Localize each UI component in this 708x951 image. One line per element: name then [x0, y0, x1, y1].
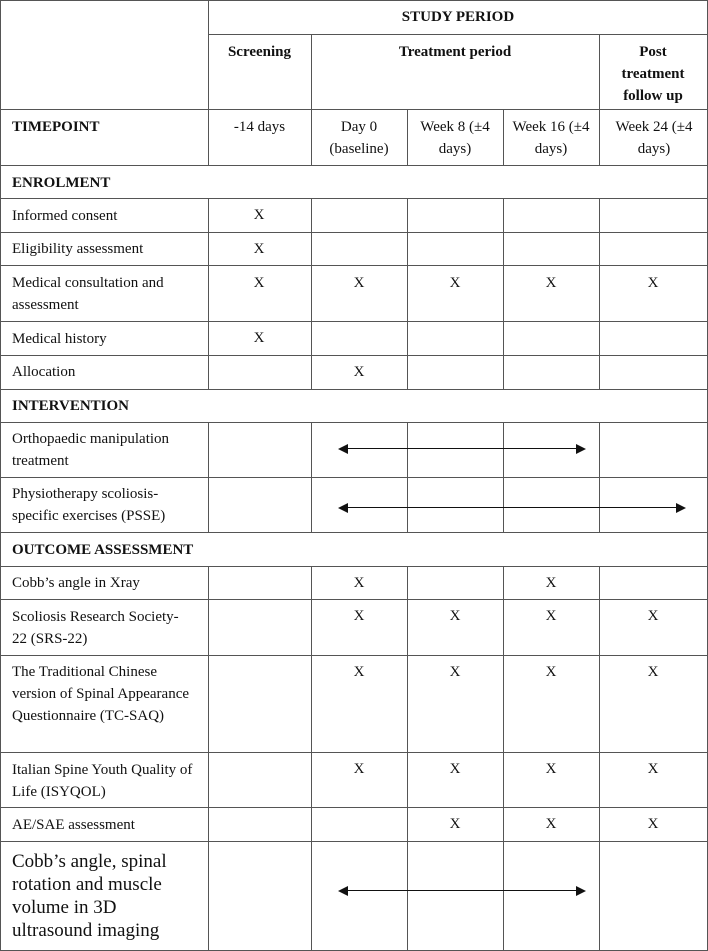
x-mark: X: [253, 241, 265, 257]
row-eligibility-assessment: Eligibility assessment: [12, 241, 144, 257]
grid-line: [0, 599, 708, 600]
duration-arrow-psse: [338, 502, 686, 514]
x-mark: X: [545, 816, 557, 832]
x-mark: X: [353, 275, 365, 291]
timepoint-week24: Week 24 (±4 days): [615, 119, 693, 157]
timepoint-day0: Day 0 (baseline): [329, 119, 389, 157]
x-mark: X: [449, 275, 461, 291]
section-outcome-assessment: OUTCOME ASSESSMENT: [12, 542, 194, 558]
grid-line: [0, 477, 708, 478]
arrow-head-right: [576, 886, 586, 896]
duration-arrow-3d-ultrasound: [338, 885, 586, 897]
x-mark: X: [253, 207, 265, 223]
x-mark: X: [647, 816, 659, 832]
timepoint-week8: Week 8 (±4 days): [420, 119, 490, 157]
row-informed-consent: Informed consent: [12, 208, 118, 224]
x-mark: X: [449, 761, 461, 777]
section-intervention: INTERVENTION: [12, 398, 129, 414]
row-isyqol: Italian Spine Youth Quality of Life (ISYQOL): [12, 762, 193, 800]
x-mark: X: [353, 364, 365, 380]
row-3d-ultrasound: Cobb’s angle, spinal rotation and muscle volume in 3D ultrasound imaging: [12, 851, 167, 941]
timepoint-week16: Week 16 (±4 days): [512, 119, 590, 157]
grid-line: [0, 321, 708, 322]
section-enrolment: ENROLMENT: [12, 175, 111, 191]
row-orthopaedic-manipulation: Orthopaedic manipulation treatment: [12, 431, 170, 469]
arrow-shaft: [344, 890, 580, 891]
grid-line: [0, 355, 708, 356]
grid-line: [0, 566, 708, 567]
row-cobb-xray: Cobb’s angle in Xray: [12, 575, 140, 591]
arrow-shaft: [344, 507, 680, 508]
x-mark: X: [545, 575, 557, 591]
x-mark: X: [647, 664, 659, 680]
x-mark: X: [647, 275, 659, 291]
grid-line: [0, 265, 708, 266]
x-mark: X: [253, 275, 265, 291]
row-allocation: Allocation: [12, 364, 76, 380]
grid-line: [0, 752, 708, 753]
grid-line: [0, 165, 708, 166]
x-mark: X: [545, 761, 557, 777]
row-ae-sae: AE/SAE assessment: [12, 817, 135, 833]
x-mark: X: [545, 275, 557, 291]
grid-line: [208, 34, 708, 35]
grid-line: [0, 532, 708, 533]
grid-line: [0, 232, 708, 233]
post-treatment-header: Post treatment follow up: [621, 44, 685, 104]
grid-line: [208, 566, 209, 951]
row-medical-consultation: Medical consultation and assessment: [12, 275, 164, 313]
treatment-period-header: Treatment period: [398, 44, 512, 60]
timepoint-label: TIMEPOINT: [12, 119, 100, 135]
grid-line: [599, 566, 600, 951]
grid-line: [0, 655, 708, 656]
grid-line: [0, 198, 708, 199]
grid-line: [407, 109, 408, 165]
grid-line: [0, 0, 1, 951]
grid-line: [311, 198, 312, 389]
row-physiotherapy-psse: Physiotherapy scoliosis-specific exercises (PSSE): [12, 486, 166, 524]
grid-line: [0, 0, 708, 1]
x-mark: X: [353, 575, 365, 591]
x-mark: X: [545, 608, 557, 624]
grid-line: [503, 109, 504, 165]
x-mark: X: [545, 664, 557, 680]
x-mark: X: [647, 761, 659, 777]
x-mark: X: [353, 664, 365, 680]
x-mark: X: [353, 761, 365, 777]
x-mark: X: [449, 608, 461, 624]
x-mark: X: [647, 608, 659, 624]
study-period-header: STUDY PERIOD: [401, 9, 515, 25]
grid-line: [503, 198, 504, 389]
grid-line: [311, 566, 312, 951]
grid-line: [407, 198, 408, 389]
timepoint-screening: -14 days: [233, 119, 286, 135]
x-mark: X: [253, 330, 265, 346]
row-srs22: Scoliosis Research Society-22 (SRS-22): [12, 609, 179, 647]
grid-line: [0, 841, 708, 842]
row-tc-saq: The Traditional Chinese version of Spinal Appearance Questionnaire (TC-SAQ): [12, 664, 190, 724]
x-mark: X: [353, 608, 365, 624]
arrow-shaft: [344, 448, 580, 449]
duration-arrow-ortho: [338, 443, 586, 455]
grid-line: [0, 109, 708, 110]
screening-header: Screening: [227, 44, 292, 60]
grid-line: [0, 807, 708, 808]
grid-line: [599, 34, 600, 165]
arrow-head-right: [676, 503, 686, 513]
grid-line: [208, 198, 209, 389]
x-mark: X: [449, 816, 461, 832]
arrow-head-right: [576, 444, 586, 454]
grid-line: [0, 422, 708, 423]
row-medical-history: Medical history: [12, 331, 107, 347]
grid-line: [0, 389, 708, 390]
grid-line: [599, 198, 600, 389]
x-mark: X: [449, 664, 461, 680]
